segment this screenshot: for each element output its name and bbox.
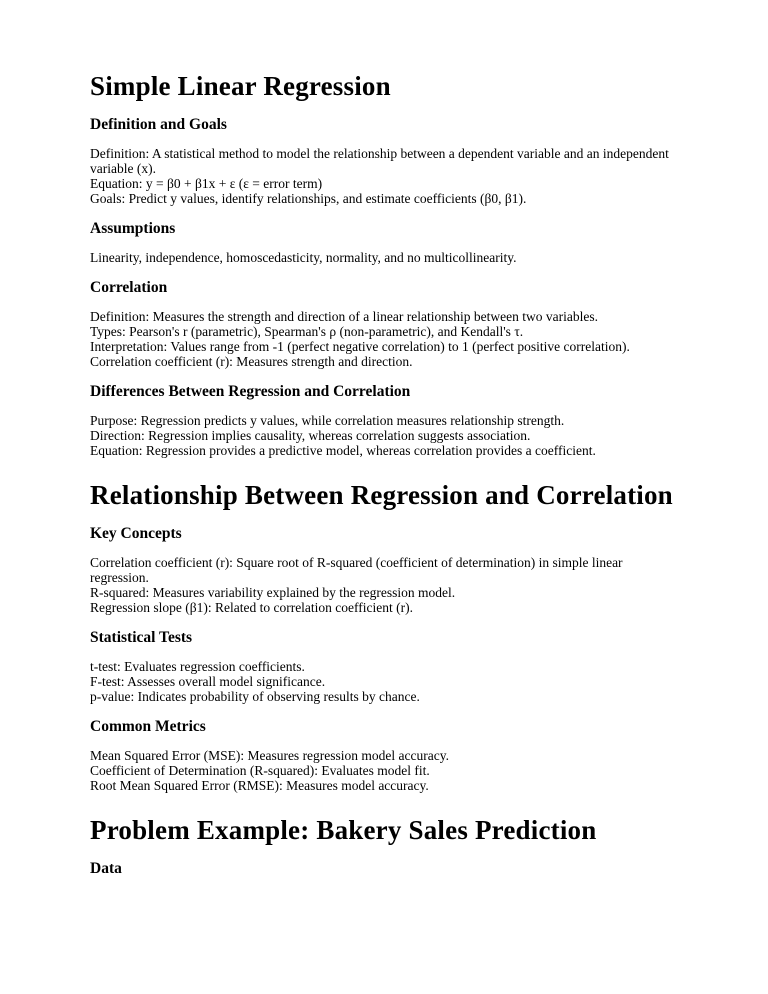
title-relationship-regression-correlation: Relationship Between Regression and Correlation: [90, 480, 673, 510]
title-problem-example-bakery: Problem Example: Bakery Sales Prediction: [90, 815, 597, 845]
text-line: Goals: Predict y values, identify relationships, and estimate coefficients (β0, β1).: [90, 191, 527, 206]
text-line: Purpose: Regression predicts y values, while correlation measures relationship strength.: [90, 413, 565, 428]
text-line: Root Mean Squared Error (RMSE): Measures model accuracy.: [90, 778, 429, 793]
heading-definition-and-goals: Definition and Goals: [90, 116, 227, 133]
heading-key-concepts: Key Concepts: [90, 525, 182, 542]
text-line: Linearity, independence, homoscedasticity, normality, and no multicollinearity.: [90, 250, 517, 265]
paragraph-assumptions: [90, 250, 676, 265]
text-line: Coefficient of Determination (R-squared): Evaluates model fit.: [90, 763, 430, 778]
heading-statistical-tests: Statistical Tests: [90, 629, 193, 646]
text-line: t-test: Evaluates regression coefficients.: [90, 659, 305, 674]
text-line: R-squared: Measures variability explained by the regression model.: [90, 585, 456, 600]
heading-correlation: Correlation: [90, 279, 168, 296]
heading-common-metrics: Common Metrics: [90, 718, 206, 735]
text-line: Definition: Measures the strength and direction of a linear relationship between two variables.: [90, 309, 598, 324]
text-line: Correlation coefficient (r): Square root of R-squared (coefficient of determination) in simple linear regression.: [90, 555, 623, 585]
paragraph-differences: [90, 413, 676, 458]
text-line: p-value: Indicates probability of observing results by chance.: [90, 689, 420, 704]
text-line: Equation: Regression provides a predictive model, whereas correlation provides a coefficient.: [90, 443, 596, 458]
text-line: Definition: A statistical method to model the relationship between a dependent variable and an independent variable (x).: [90, 146, 669, 176]
text-line: Correlation coefficient (r): Measures strength and direction.: [90, 354, 413, 369]
text-line: Interpretation: Values range from -1 (perfect negative correlation) to 1 (perfect positive correlation).: [90, 339, 630, 354]
paragraph-common-metrics: [90, 748, 676, 793]
heading-differences-regression-correlation: Differences Between Regression and Correlation: [90, 383, 411, 400]
paragraph-key-concepts: [90, 555, 676, 615]
paragraph-definition-and-goals: [90, 146, 676, 206]
title-simple-linear-regression: Simple Linear Regression: [90, 71, 391, 101]
text-line: F-test: Assesses overall model significance.: [90, 674, 326, 689]
text-line: Direction: Regression implies causality, whereas correlation suggests association.: [90, 428, 531, 443]
paragraph-statistical-tests: [90, 659, 676, 704]
text-line: Mean Squared Error (MSE): Measures regression model accuracy.: [90, 748, 449, 763]
paragraph-correlation: [90, 309, 676, 369]
text-line: Regression slope (β1): Related to correlation coefficient (r).: [90, 600, 414, 615]
heading-data: Data: [90, 860, 122, 877]
text-line: Equation: y = β0 + β1x + ε (ε = error term): [90, 176, 323, 191]
text-line: Types: Pearson's r (parametric), Spearman's ρ (non-parametric), and Kendall's τ.: [90, 324, 524, 339]
heading-assumptions: Assumptions: [90, 220, 176, 237]
